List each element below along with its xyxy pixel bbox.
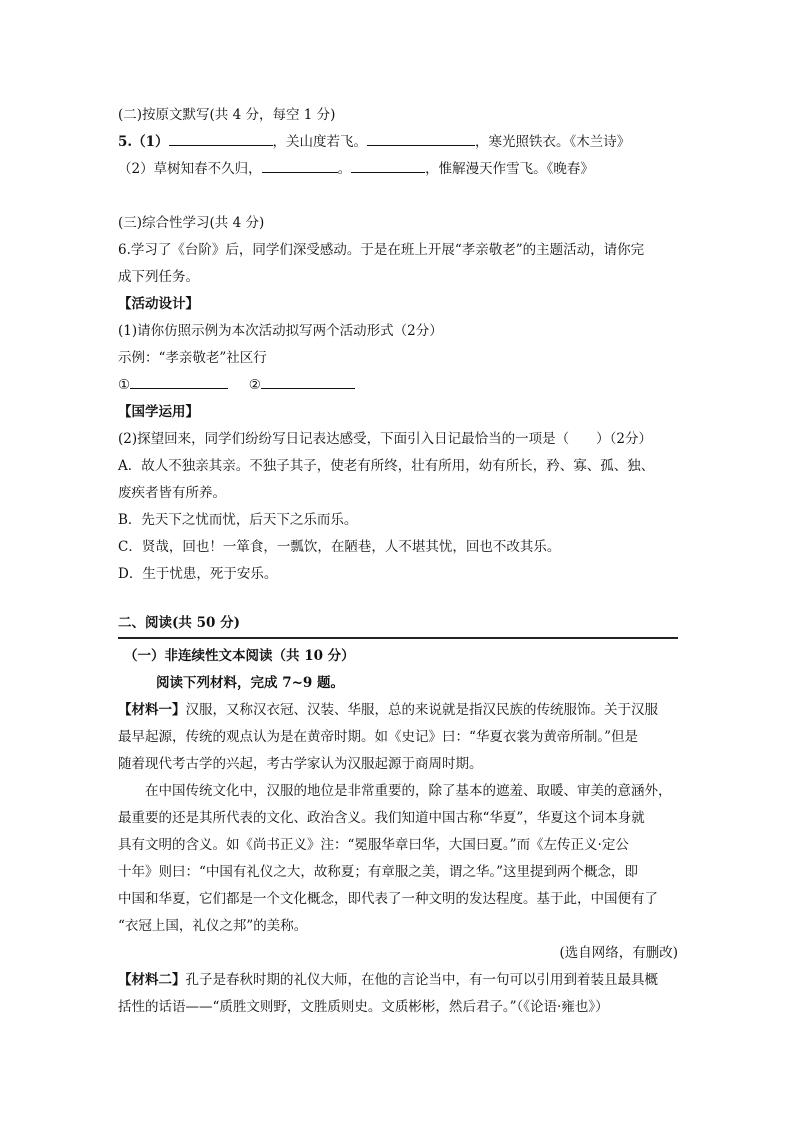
question-6-text: 6.学习了《台阶》后，同学们深受感动。于是在班上开展“孝亲敬老”的主题活动，请你完 xyxy=(118,242,645,258)
poem-text: ，关山度若飞。 xyxy=(272,134,367,150)
answer-blank[interactable] xyxy=(262,158,338,173)
option-a: A．故人不独亲其亲。不独子其子，使老有所终，壮有所用，幼有所长，矜、寡、孤、独、 xyxy=(118,458,655,474)
material-1-line: 随着现代考古学的兴起，考古学家认为汉服起源于商周时期。 xyxy=(118,756,483,772)
answer-blank[interactable] xyxy=(130,374,228,389)
question-6-text: 成下列任务。 xyxy=(118,269,199,285)
material-2-line: 括性的话语——“质胜文则野，文胜质则史。文质彬彬，然后君子。”（《论语·雍也》） xyxy=(118,999,609,1015)
circle-number: ① xyxy=(118,377,131,393)
poem-text: ，惟解漫天作雪飞。《晚春》 xyxy=(425,161,594,177)
poem-text: 。 xyxy=(337,161,352,177)
example-text: 示例：“孝亲敬老”社区行 xyxy=(118,350,267,366)
material-1-line: 十年》则曰：“中国有礼仪之大，故称夏；有章服之美，谓之华。”这里提到两个概念，即 xyxy=(118,864,639,880)
answer-blank[interactable] xyxy=(367,131,475,146)
guoxue-title: 【国学运用】 xyxy=(118,404,199,420)
answer-blank[interactable] xyxy=(169,131,273,146)
question-5-1 xyxy=(118,129,678,156)
sub-question-1: (1)请你仿照示例为本次活动拟写两个活动形式（2分） xyxy=(118,323,443,339)
material-1-line: 在中国传统文化中，汉服的地位是非常重要的，除了基本的遮羞、取暖、审美的意涵外， xyxy=(145,783,672,799)
section-heading: (三)综合性学习(共 4 分) xyxy=(118,215,265,231)
sub-question-2: (2)探望回来，同学们纷纷写日记表达感受，下面引入日记最恰当的一项是（ ）（2分） xyxy=(118,431,652,447)
material-1-line: 中国和华夏，它们都是一个文化概念，即代表了一种文明的发达程度。基于此，中国便有了 xyxy=(118,891,658,907)
material-text: 汉服，又称汉衣冠、汉装、华服，总的来说就是指汉民族的传统服饰。关于汉服 xyxy=(185,702,658,718)
activity-title: 【活动设计】 xyxy=(118,296,199,312)
question-5-2 xyxy=(118,156,678,183)
material-tag: 【材料一】 xyxy=(118,702,186,718)
option-d: D．生于忧患，死于安乐。 xyxy=(118,566,278,582)
source-note: (选自网络，有删改) xyxy=(559,945,678,961)
answer-blank[interactable] xyxy=(351,158,425,173)
exam-page xyxy=(118,102,678,1021)
material-tag: 【材料二】 xyxy=(118,972,186,988)
material-text: 孔子是春秋时期的礼仪大师，在他的言论当中，有一句可以引用到着装且最具概 xyxy=(185,972,658,988)
answer-blank[interactable] xyxy=(261,374,355,389)
poem-text: （2）草树知春不久归， xyxy=(118,161,262,177)
option-c: C．贤哉，回也！一箪食，一瓢饮，在陋巷，人不堪其忧，回也不改其乐。 xyxy=(118,539,561,555)
material-1-line: 最早起源，传统的观点认为是在黄帝时期。如《史记》曰：“华夏衣裳为黄帝所制。”但是 xyxy=(118,729,639,745)
reading-sub-heading: （一）非连续性文本阅读（共 10 分） xyxy=(124,648,355,664)
circle-number: ② xyxy=(248,377,261,393)
material-1-line xyxy=(118,697,678,724)
material-1-line: 具有文明的含义。如《尚书正义》注：“冕服华章曰华，大国曰夏。”而《左传正义·定公 xyxy=(118,837,629,853)
reading-instruction: 阅读下列材料，完成 7~9 题。 xyxy=(156,675,344,691)
answer-line-row xyxy=(118,372,678,399)
material-1-line: 最重要的还是其所代表的文化、政治含义。我们知道中国古称“华夏”，华夏这个词本身就 xyxy=(118,810,645,826)
reading-heading: 二、阅读(共 50 分) xyxy=(118,610,678,639)
poem-text: ，寒光照铁衣。《木兰诗》 xyxy=(475,134,631,150)
material-2-line xyxy=(118,967,678,994)
section-heading: (二)按原文默写(共 4 分，每空 1 分) xyxy=(118,107,336,123)
material-1-line: “衣冠上国，礼仪之邦”的美称。 xyxy=(118,918,308,934)
option-a-cont: 废疾者皆有所养。 xyxy=(118,485,226,501)
question-number: 5.（1） xyxy=(118,134,169,150)
option-b: B．先天下之忧而忧，后天下之乐而乐。 xyxy=(118,512,358,528)
